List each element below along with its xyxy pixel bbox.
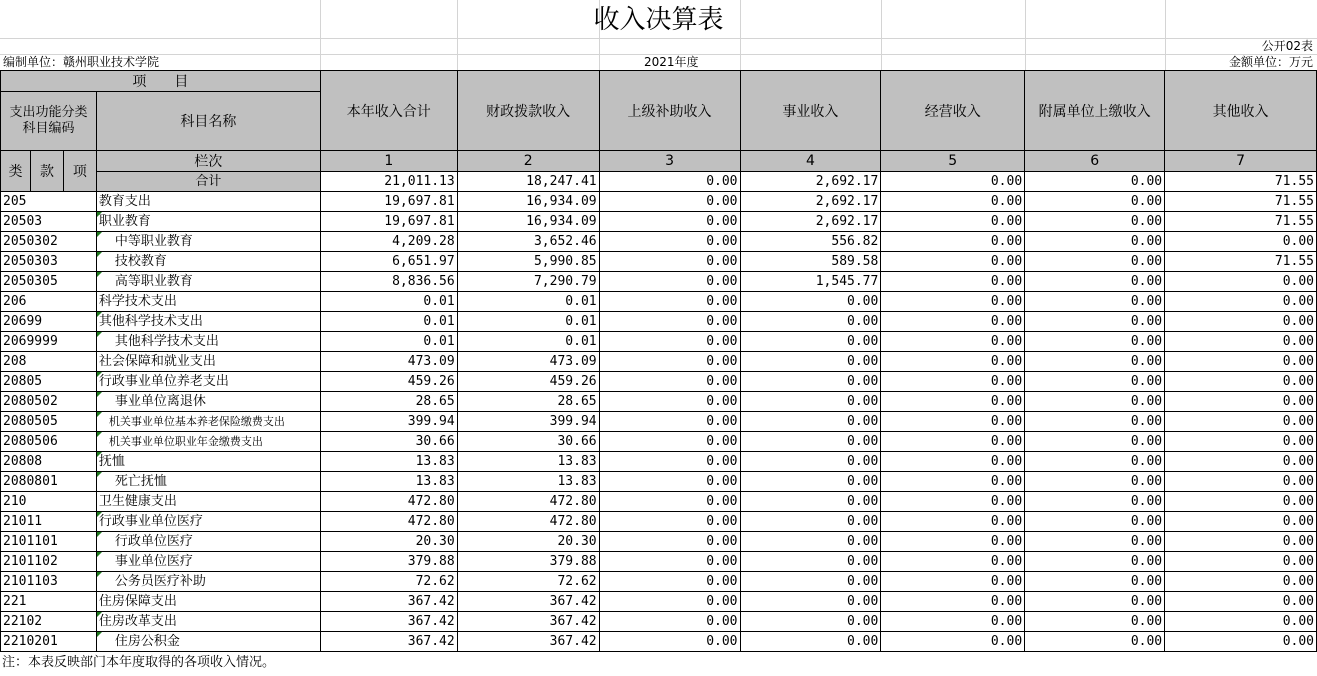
total-cell: 71.55 [1165, 172, 1317, 192]
subject-name: 职业教育 [96, 212, 320, 232]
col-number: 5 [881, 151, 1025, 172]
amount-cell: 2,692.17 [740, 212, 881, 232]
header-xiang: 项 [63, 151, 96, 192]
subject-name: 抚恤 [96, 452, 320, 472]
amount-cell: 0.00 [881, 392, 1025, 412]
amount-cell: 71.55 [1165, 252, 1317, 272]
table-row [1, 532, 1317, 552]
amount-cell: 3,652.46 [457, 232, 599, 252]
amount-cell: 0.00 [1025, 312, 1165, 332]
amount-cell: 0.00 [881, 612, 1025, 632]
function-code: 221 [1, 592, 97, 612]
amount-cell: 0.00 [881, 512, 1025, 532]
amount-cell: 6,651.97 [320, 252, 457, 272]
amount-cell: 0.00 [1025, 472, 1165, 492]
amount-cell: 5,990.85 [457, 252, 599, 272]
amount-cell: 0.00 [1025, 192, 1165, 212]
amount-cell: 0.00 [1025, 632, 1165, 652]
amount-cell: 0.00 [881, 192, 1025, 212]
function-code: 208 [1, 352, 97, 372]
function-code: 2101102 [1, 552, 97, 572]
header-lei: 类 [1, 151, 31, 192]
total-cell: 0.00 [1025, 172, 1165, 192]
subject-name: 行政事业单位养老支出 [96, 372, 320, 392]
amount-cell: 367.42 [457, 632, 599, 652]
amount-cell: 0.00 [599, 352, 740, 372]
amount-cell: 0.00 [881, 212, 1025, 232]
function-code: 2101101 [1, 532, 97, 552]
amount-cell: 0.00 [1025, 532, 1165, 552]
subject-name: 公务员医疗补助 [96, 572, 320, 592]
subject-name: 事业单位离退休 [96, 392, 320, 412]
subject-name: 事业单位医疗 [96, 552, 320, 572]
function-code: 206 [1, 292, 97, 312]
amount-cell: 0.00 [881, 532, 1025, 552]
amount-cell: 20.30 [320, 532, 457, 552]
subject-name: 技校教育 [96, 252, 320, 272]
table-row [1, 512, 1317, 532]
amount-cell: 72.62 [457, 572, 599, 592]
amount-cell: 556.82 [740, 232, 881, 252]
form-number: 公开02表 [1261, 39, 1313, 53]
amount-cell: 472.80 [320, 492, 457, 512]
amount-cell: 20.30 [457, 532, 599, 552]
amount-cell: 589.58 [740, 252, 881, 272]
col-number: 6 [1025, 151, 1165, 172]
table-row [1, 492, 1317, 512]
table-row [1, 452, 1317, 472]
function-code: 2210201 [1, 632, 97, 652]
amount-cell: 0.00 [1165, 572, 1317, 592]
reporting-unit: 编制单位：赣州职业技术学院 [3, 55, 160, 69]
amount-cell: 0.00 [1025, 332, 1165, 352]
amount-cell: 4,209.28 [320, 232, 457, 252]
total-cell: 0.00 [599, 172, 740, 192]
table-row [1, 212, 1317, 232]
amount-cell: 0.00 [881, 292, 1025, 312]
subject-name: 住房保障支出 [96, 592, 320, 612]
function-code: 2080502 [1, 392, 97, 412]
amount-cell: 0.00 [599, 592, 740, 612]
amount-cell: 0.00 [599, 392, 740, 412]
amount-cell: 0.00 [1025, 512, 1165, 532]
subject-name: 卫生健康支出 [96, 492, 320, 512]
amount-cell: 0.00 [599, 312, 740, 332]
table-row [1, 272, 1317, 292]
function-code: 2050302 [1, 232, 97, 252]
amount-cell: 0.00 [599, 632, 740, 652]
table-row [1, 332, 1317, 352]
amount-cell: 0.00 [1025, 552, 1165, 572]
report-title: 收入决算表 [593, 5, 724, 35]
amount-cell: 28.65 [320, 392, 457, 412]
amount-cell: 0.00 [599, 412, 740, 432]
amount-cell: 7,290.79 [457, 272, 599, 292]
amount-cell: 0.00 [740, 592, 881, 612]
amount-cell: 0.00 [1025, 612, 1165, 632]
amount-cell: 19,697.81 [320, 192, 457, 212]
amount-cell: 0.00 [740, 432, 881, 452]
amount-cell: 0.00 [1165, 592, 1317, 612]
amount-cell: 0.00 [1025, 352, 1165, 372]
subject-name: 机关事业单位职业年金缴费支出 [96, 432, 320, 452]
amount-cell: 0.00 [1025, 452, 1165, 472]
amount-cell: 0.00 [881, 572, 1025, 592]
amount-cell: 367.42 [457, 612, 599, 632]
amount-cell: 16,934.09 [457, 192, 599, 212]
amount-cell: 0.00 [599, 272, 740, 292]
amount-cell: 0.00 [740, 372, 881, 392]
header-item: 项 目 [1, 71, 321, 92]
header-col-4: 事业收入 [740, 71, 881, 151]
amount-cell: 0.00 [881, 552, 1025, 572]
table-row [1, 432, 1317, 452]
amount-cell: 0.00 [599, 492, 740, 512]
amount-cell: 0.00 [1165, 612, 1317, 632]
amount-cell: 13.83 [457, 472, 599, 492]
amount-cell: 0.00 [599, 532, 740, 552]
amount-cell: 0.01 [457, 312, 599, 332]
amount-cell: 0.01 [457, 332, 599, 352]
amount-cell: 0.00 [740, 352, 881, 372]
amount-cell: 0.00 [881, 312, 1025, 332]
amount-cell: 13.83 [320, 452, 457, 472]
table-row [1, 312, 1317, 332]
amount-cell: 0.00 [1025, 392, 1165, 412]
amount-cell: 0.00 [1165, 412, 1317, 432]
amount-cell: 473.09 [457, 352, 599, 372]
function-code: 2080505 [1, 412, 97, 432]
amount-cell: 0.00 [1165, 272, 1317, 292]
amount-cell: 0.00 [599, 512, 740, 532]
amount-cell: 0.00 [1165, 512, 1317, 532]
header-col-7: 其他收入 [1165, 71, 1317, 151]
table-row [1, 632, 1317, 652]
amount-cell: 0.00 [599, 212, 740, 232]
amount-cell: 0.00 [1165, 532, 1317, 552]
subject-name: 科学技术支出 [96, 292, 320, 312]
amount-cell: 19,697.81 [320, 212, 457, 232]
amount-cell: 0.00 [1165, 432, 1317, 452]
amount-cell: 459.26 [457, 372, 599, 392]
footnote: 注：本表反映部门本年度取得的各项收入情况。 [2, 655, 276, 670]
amount-cell: 0.00 [1025, 432, 1165, 452]
col-number: 1 [320, 151, 457, 172]
amount-cell: 0.00 [740, 612, 881, 632]
total-label: 合计 [96, 172, 320, 192]
amount-cell: 0.00 [881, 472, 1025, 492]
subject-name: 教育支出 [96, 192, 320, 212]
amount-cell: 0.00 [1025, 412, 1165, 432]
amount-cell: 30.66 [457, 432, 599, 452]
amount-cell: 367.42 [457, 592, 599, 612]
amount-cell: 0.00 [1165, 232, 1317, 252]
col-number: 3 [599, 151, 740, 172]
subject-name: 社会保障和就业支出 [96, 352, 320, 372]
header-lanci: 栏次 [96, 151, 320, 172]
amount-cell: 472.80 [457, 512, 599, 532]
amount-cell: 1,545.77 [740, 272, 881, 292]
subject-name: 行政单位医疗 [96, 532, 320, 552]
amount-cell: 0.00 [881, 332, 1025, 352]
subject-name: 机关事业单位基本养老保险缴费支出 [96, 412, 320, 432]
amount-cell: 0.00 [881, 452, 1025, 472]
amount-cell: 0.00 [1165, 472, 1317, 492]
function-code: 2080506 [1, 432, 97, 452]
function-code: 2101103 [1, 572, 97, 592]
table-row [1, 352, 1317, 372]
amount-cell: 472.80 [457, 492, 599, 512]
amount-cell: 0.00 [1165, 632, 1317, 652]
amount-cell: 0.00 [1165, 292, 1317, 312]
amount-cell: 0.00 [740, 412, 881, 432]
amount-cell: 473.09 [320, 352, 457, 372]
table-row [1, 192, 1317, 212]
table-row [1, 372, 1317, 392]
amount-cell: 0.00 [1165, 372, 1317, 392]
amount-cell: 379.88 [457, 552, 599, 572]
amount-cell: 0.00 [881, 592, 1025, 612]
amount-cell: 0.00 [881, 632, 1025, 652]
amount-cell: 2,692.17 [740, 192, 881, 212]
amount-cell: 0.00 [599, 612, 740, 632]
total-cell: 2,692.17 [740, 172, 881, 192]
amount-cell: 0.00 [1165, 492, 1317, 512]
amount-cell: 367.42 [320, 592, 457, 612]
amount-cell: 0.00 [740, 312, 881, 332]
total-cell: 18,247.41 [457, 172, 599, 192]
amount-cell: 0.00 [1165, 352, 1317, 372]
amount-cell: 72.62 [320, 572, 457, 592]
amount-cell: 0.00 [599, 472, 740, 492]
report-year: 2021年度 [644, 55, 699, 69]
amount-cell: 0.00 [599, 292, 740, 312]
amount-cell: 0.01 [320, 292, 457, 312]
table-row [1, 552, 1317, 572]
amount-cell: 0.00 [740, 332, 881, 352]
header-col-1: 本年收入合计 [320, 71, 457, 151]
function-code: 2050303 [1, 252, 97, 272]
amount-cell: 0.00 [881, 432, 1025, 452]
amount-cell: 0.01 [320, 332, 457, 352]
amount-cell: 0.00 [740, 392, 881, 412]
amount-cell: 71.55 [1165, 212, 1317, 232]
total-cell: 0.00 [881, 172, 1025, 192]
amount-cell: 0.00 [740, 572, 881, 592]
amount-cell: 0.00 [881, 372, 1025, 392]
header-col-6: 附属单位上缴收入 [1025, 71, 1165, 151]
table-row [1, 252, 1317, 272]
amount-cell: 367.42 [320, 612, 457, 632]
amount-cell: 0.00 [881, 412, 1025, 432]
subject-name: 住房改革支出 [96, 612, 320, 632]
table-row [1, 572, 1317, 592]
table-row [1, 412, 1317, 432]
function-code: 21011 [1, 512, 97, 532]
amount-cell: 0.00 [599, 452, 740, 472]
table-row [1, 232, 1317, 252]
amount-cell: 0.00 [740, 632, 881, 652]
amount-cell: 30.66 [320, 432, 457, 452]
amount-cell: 0.00 [599, 252, 740, 272]
amount-cell: 0.01 [320, 312, 457, 332]
amount-cell: 0.00 [740, 552, 881, 572]
amount-cell: 0.00 [740, 532, 881, 552]
header-col-2: 财政拨款收入 [457, 71, 599, 151]
amount-cell: 0.00 [1165, 392, 1317, 412]
header-subject-name: 科目名称 [96, 92, 320, 151]
amount-cell: 0.00 [881, 492, 1025, 512]
amount-cell: 8,836.56 [320, 272, 457, 292]
header-code-group: 支出功能分类科目编码 [1, 92, 97, 151]
function-code: 20808 [1, 452, 97, 472]
amount-cell: 0.00 [599, 372, 740, 392]
subject-name: 其他科学技术支出 [96, 332, 320, 352]
amount-cell: 0.01 [457, 292, 599, 312]
amount-cell: 0.00 [599, 432, 740, 452]
amount-cell: 13.83 [457, 452, 599, 472]
col-number: 2 [457, 151, 599, 172]
amount-cell: 0.00 [1165, 452, 1317, 472]
amount-cell: 71.55 [1165, 192, 1317, 212]
amount-cell: 0.00 [881, 232, 1025, 252]
amount-cell: 399.94 [320, 412, 457, 432]
amount-cell: 0.00 [1025, 592, 1165, 612]
header-kuan: 款 [30, 151, 63, 192]
function-code: 2050305 [1, 272, 97, 292]
function-code: 2069999 [1, 332, 97, 352]
amount-cell: 0.00 [881, 252, 1025, 272]
subject-name: 中等职业教育 [96, 232, 320, 252]
amount-cell: 0.00 [599, 332, 740, 352]
col-number: 7 [1165, 151, 1317, 172]
function-code: 2080801 [1, 472, 97, 492]
col-number: 4 [740, 151, 881, 172]
amount-cell: 0.00 [740, 492, 881, 512]
amount-cell: 0.00 [1025, 252, 1165, 272]
amount-cell: 0.00 [1025, 572, 1165, 592]
function-code: 20503 [1, 212, 97, 232]
function-code: 22102 [1, 612, 97, 632]
table-row [1, 612, 1317, 632]
amount-cell: 0.00 [740, 512, 881, 532]
amount-cell: 0.00 [881, 352, 1025, 372]
amount-cell: 0.00 [599, 572, 740, 592]
amount-cell: 0.00 [599, 192, 740, 212]
amount-cell: 0.00 [1025, 232, 1165, 252]
amount-cell: 0.00 [1165, 552, 1317, 572]
total-cell: 21,011.13 [320, 172, 457, 192]
currency-unit: 金额单位：万元 [1228, 55, 1313, 69]
amount-cell: 0.00 [1165, 332, 1317, 352]
amount-cell: 0.00 [599, 232, 740, 252]
amount-cell: 0.00 [740, 292, 881, 312]
table-row [1, 292, 1317, 312]
function-code: 205 [1, 192, 97, 212]
subject-name: 死亡抚恤 [96, 472, 320, 492]
subject-name: 行政事业单位医疗 [96, 512, 320, 532]
amount-cell: 0.00 [881, 272, 1025, 292]
function-code: 20805 [1, 372, 97, 392]
table-row [1, 472, 1317, 492]
amount-cell: 0.00 [740, 452, 881, 472]
amount-cell: 0.00 [1025, 292, 1165, 312]
table-body [1, 192, 1317, 652]
amount-cell: 472.80 [320, 512, 457, 532]
function-code: 210 [1, 492, 97, 512]
amount-cell: 367.42 [320, 632, 457, 652]
header-col-3: 上级补助收入 [599, 71, 740, 151]
header-col-5: 经营收入 [881, 71, 1025, 151]
income-table [0, 70, 1317, 652]
amount-cell: 0.00 [1025, 372, 1165, 392]
amount-cell: 0.00 [1165, 312, 1317, 332]
amount-cell: 379.88 [320, 552, 457, 572]
amount-cell: 28.65 [457, 392, 599, 412]
amount-cell: 399.94 [457, 412, 599, 432]
table-row [1, 392, 1317, 412]
amount-cell: 0.00 [1025, 492, 1165, 512]
subject-name: 高等职业教育 [96, 272, 320, 292]
amount-cell: 459.26 [320, 372, 457, 392]
amount-cell: 16,934.09 [457, 212, 599, 232]
subject-name: 住房公积金 [96, 632, 320, 652]
amount-cell: 0.00 [599, 552, 740, 572]
amount-cell: 0.00 [1025, 272, 1165, 292]
function-code: 20699 [1, 312, 97, 332]
subject-name: 其他科学技术支出 [96, 312, 320, 332]
amount-cell: 0.00 [1025, 212, 1165, 232]
table-row [1, 592, 1317, 612]
amount-cell: 0.00 [740, 472, 881, 492]
amount-cell: 13.83 [320, 472, 457, 492]
